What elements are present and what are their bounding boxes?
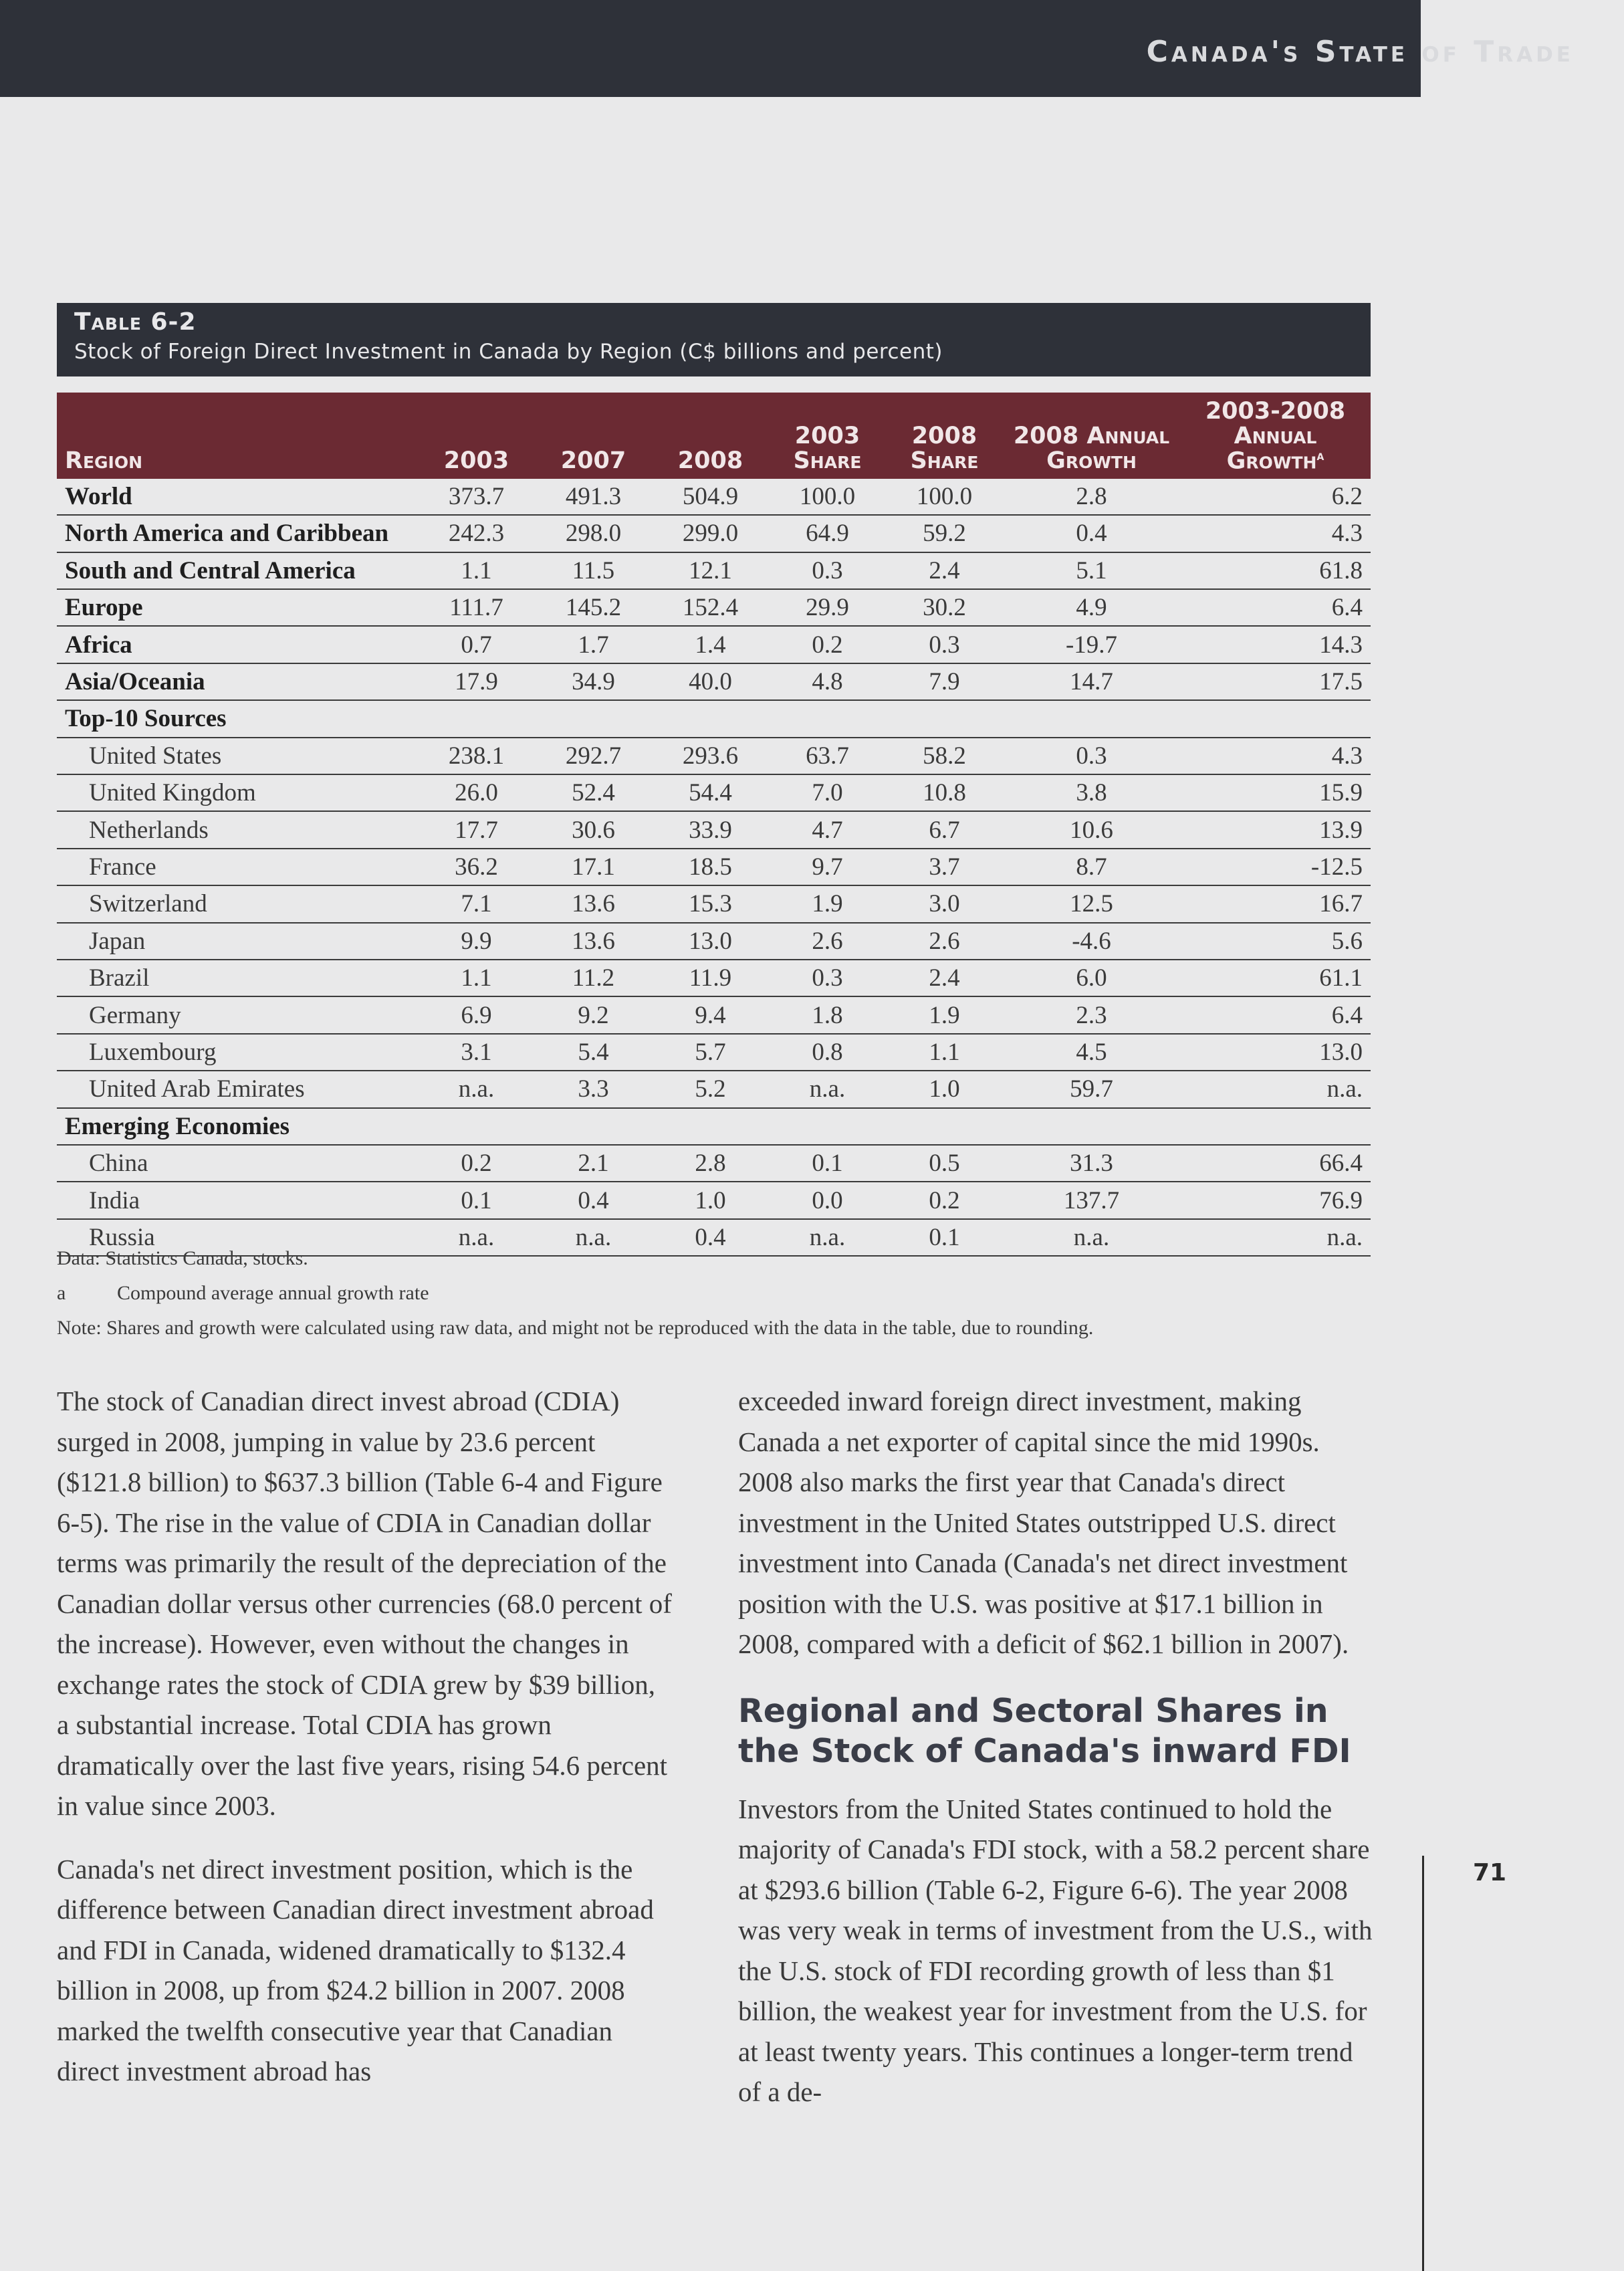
value-cell-v2008: 293.6 bbox=[652, 738, 769, 774]
value-cell-v2007: 34.9 bbox=[535, 663, 652, 700]
right-column bbox=[738, 1381, 1380, 2135]
left-column bbox=[57, 1381, 672, 2115]
value-cell-v2008: 5.2 bbox=[652, 1071, 769, 1107]
value-cell-s2003: 0.3 bbox=[769, 960, 886, 996]
value-cell-v2003: 238.1 bbox=[418, 738, 535, 774]
value-cell-v2007: 13.6 bbox=[535, 923, 652, 960]
value-cell-v2003: 242.3 bbox=[418, 515, 535, 552]
value-cell-v2007: 298.0 bbox=[535, 515, 652, 552]
value-cell-v2007: 11.5 bbox=[535, 552, 652, 589]
value-cell-v2003: 26.0 bbox=[418, 774, 535, 811]
col-header-cagr bbox=[1180, 393, 1371, 479]
table-row bbox=[57, 589, 1371, 626]
value-cell-s2008: 1.0 bbox=[886, 1071, 1003, 1107]
value-cell-cagr: 15.9 bbox=[1180, 774, 1371, 811]
table-row bbox=[57, 663, 1371, 700]
value-cell-s2003: 64.9 bbox=[769, 515, 886, 552]
table-notes bbox=[57, 1247, 1093, 1351]
value-cell-cagr: 17.5 bbox=[1180, 663, 1371, 700]
header-line: 2003-2008 bbox=[1205, 398, 1346, 425]
col-header-2008-share bbox=[886, 393, 1003, 479]
footnote bbox=[57, 1282, 1093, 1317]
value-cell-v2007: 2.1 bbox=[535, 1145, 652, 1182]
value-cell-v2008 bbox=[652, 1108, 769, 1145]
value-cell-v2008: 18.5 bbox=[652, 849, 769, 885]
region-cell: China bbox=[57, 1145, 418, 1182]
value-cell-v2003 bbox=[418, 700, 535, 737]
region-cell: Emerging Economies bbox=[57, 1108, 418, 1145]
value-cell-growth: -19.7 bbox=[1003, 626, 1180, 663]
value-cell-s2008: 2.4 bbox=[886, 960, 1003, 996]
value-cell-v2003: 111.7 bbox=[418, 589, 535, 626]
value-cell-v2007: 145.2 bbox=[535, 589, 652, 626]
fdi-table bbox=[57, 393, 1371, 1257]
col-header-2007: 2007 bbox=[560, 447, 626, 475]
value-cell-growth: 4.9 bbox=[1003, 589, 1180, 626]
value-cell-v2003: 0.2 bbox=[418, 1145, 535, 1182]
header-line: Share bbox=[793, 447, 862, 475]
col-header-annual-growth bbox=[1003, 393, 1180, 479]
col-header-region: Region bbox=[65, 447, 143, 475]
value-cell-s2008: 30.2 bbox=[886, 589, 1003, 626]
value-cell-s2008: 7.9 bbox=[886, 663, 1003, 700]
value-cell-s2008: 1.9 bbox=[886, 996, 1003, 1033]
table-row bbox=[57, 1034, 1371, 1071]
value-cell-growth: 137.7 bbox=[1003, 1182, 1180, 1218]
value-cell-cagr: 6.4 bbox=[1180, 996, 1371, 1033]
value-cell-s2003 bbox=[769, 1108, 886, 1145]
value-cell-v2003: 3.1 bbox=[418, 1034, 535, 1071]
value-cell-cagr: 5.6 bbox=[1180, 923, 1371, 960]
value-cell-v2008: 1.0 bbox=[652, 1182, 769, 1218]
value-cell-v2003: n.a. bbox=[418, 1071, 535, 1107]
region-cell: United States bbox=[57, 738, 418, 774]
value-cell-growth: 2.3 bbox=[1003, 996, 1180, 1033]
value-cell-v2008: 2.8 bbox=[652, 1145, 769, 1182]
col-header-2003: 2003 bbox=[443, 447, 509, 475]
value-cell-v2007: 9.2 bbox=[535, 996, 652, 1033]
value-cell-cagr: 6.4 bbox=[1180, 589, 1371, 626]
value-cell-v2003: 373.7 bbox=[418, 479, 535, 515]
value-cell-v2007: 3.3 bbox=[535, 1071, 652, 1107]
running-header-title: Canada's State of Trade bbox=[1146, 35, 1574, 69]
paragraph: Canada's net direct investment position, which is the difference between Canadian direct investment abroad and FDI in Canada, widened dramatically to $132.4 billion in 2008, up from $24.2 billion in 2007. 2008 marked the twelfth consecutive year that Canadian direct investment abroad has bbox=[57, 1853, 654, 2086]
value-cell-growth: 14.7 bbox=[1003, 663, 1180, 700]
table-number: Table 6-2 bbox=[74, 308, 197, 336]
value-cell-cagr: 61.1 bbox=[1180, 960, 1371, 996]
value-cell-cagr: 14.3 bbox=[1180, 626, 1371, 663]
region-cell: Top-10 Sources bbox=[57, 700, 418, 737]
value-cell-s2008: 0.3 bbox=[886, 626, 1003, 663]
value-cell-v2008: 0.4 bbox=[652, 1219, 769, 1256]
table-row bbox=[57, 1182, 1371, 1218]
table-row bbox=[57, 552, 1371, 589]
value-cell-growth: 0.3 bbox=[1003, 738, 1180, 774]
value-cell-cagr: -12.5 bbox=[1180, 849, 1371, 885]
data-source-note: Data: Statistics Canada, stocks. bbox=[57, 1247, 308, 1269]
value-cell-cagr: n.a. bbox=[1180, 1219, 1371, 1256]
value-cell-v2003 bbox=[418, 1108, 535, 1145]
col-header-2008: 2008 bbox=[677, 447, 743, 475]
table-row bbox=[57, 515, 1371, 552]
table-row bbox=[57, 774, 1371, 811]
region-cell: World bbox=[57, 479, 418, 515]
value-cell-v2008: 40.0 bbox=[652, 663, 769, 700]
value-cell-v2003: 17.9 bbox=[418, 663, 535, 700]
value-cell-v2008: 33.9 bbox=[652, 811, 769, 848]
col-header-2003-share bbox=[769, 393, 886, 479]
value-cell-v2008: 299.0 bbox=[652, 515, 769, 552]
table-header-row bbox=[57, 393, 1371, 479]
value-cell-v2008: 152.4 bbox=[652, 589, 769, 626]
region-cell: Europe bbox=[57, 589, 418, 626]
header-line: 2008 bbox=[911, 423, 977, 450]
value-cell-s2008: 58.2 bbox=[886, 738, 1003, 774]
value-cell-growth: -4.6 bbox=[1003, 923, 1180, 960]
header-line: 2003 bbox=[794, 423, 860, 450]
value-cell-v2007 bbox=[535, 1108, 652, 1145]
footnote-mark: a bbox=[57, 1282, 66, 1304]
value-cell-cagr: 4.3 bbox=[1180, 515, 1371, 552]
paragraph: exceeded inward foreign direct investment, making Canada a net exporter of capital since the mid 1990s. 2008 also marks the first year that Canada's direct investment in the United States outstripped U.S. direct investment into Canada (Canada's net direct investment position with the U.S. was positive at $17.1 billion in 2008, compared with a deficit of $62.1 billion in 2007). bbox=[738, 1386, 1349, 1659]
value-cell-growth bbox=[1003, 1108, 1180, 1145]
value-cell-v2003: 9.9 bbox=[418, 923, 535, 960]
value-cell-v2008: 13.0 bbox=[652, 923, 769, 960]
value-cell-growth: 59.7 bbox=[1003, 1071, 1180, 1107]
value-cell-v2008: 11.9 bbox=[652, 960, 769, 996]
value-cell-s2003: n.a. bbox=[769, 1071, 886, 1107]
value-cell-s2008: 0.5 bbox=[886, 1145, 1003, 1182]
region-cell: France bbox=[57, 849, 418, 885]
value-cell-growth: n.a. bbox=[1003, 1219, 1180, 1256]
value-cell-cagr: n.a. bbox=[1180, 1071, 1371, 1107]
region-cell: Germany bbox=[57, 996, 418, 1033]
table-row bbox=[57, 811, 1371, 848]
section-heading: Regional and Sectoral Shares in the Stock of Canada's inward FDI bbox=[738, 1691, 1351, 1770]
value-cell-v2007: 5.4 bbox=[535, 1034, 652, 1071]
value-cell-s2008: 1.1 bbox=[886, 1034, 1003, 1071]
value-cell-growth: 31.3 bbox=[1003, 1145, 1180, 1182]
value-cell-s2008: 10.8 bbox=[886, 774, 1003, 811]
value-cell-s2008: 0.1 bbox=[886, 1219, 1003, 1256]
value-cell-cagr bbox=[1180, 700, 1371, 737]
value-cell-v2007: 13.6 bbox=[535, 885, 652, 922]
header-line: Growth bbox=[1046, 447, 1137, 475]
value-cell-s2008: 2.4 bbox=[886, 552, 1003, 589]
value-cell-v2008: 504.9 bbox=[652, 479, 769, 515]
value-cell-s2003: 4.8 bbox=[769, 663, 886, 700]
value-cell-s2003: 1.8 bbox=[769, 996, 886, 1033]
value-cell-v2007: 491.3 bbox=[535, 479, 652, 515]
paragraph: The stock of Canadian direct invest abroad (CDIA) surged in 2008, jumping in value by 23.6 percent ($121.8 billion) to $637.3 billion (Table 6-4 and Figure 6-5). The rise in the value of CDIA in Canadian dollar terms was primarily the result of the depreciation of the Canadian dollar versus other currencies (68.0 percent of the increase). However, even without the changes in exchange rates the stock of CDIA grew by $39 billion, a substantial increase. Total CDIA has grown dramatically over the last five years, rising 54.6 percent in value since 2003. bbox=[57, 1386, 672, 1821]
value-cell-s2008: 3.7 bbox=[886, 849, 1003, 885]
table-title: Stock of Foreign Direct Investment in Canada by Region (C$ billions and percent) bbox=[74, 340, 943, 364]
value-cell-v2007: 17.1 bbox=[535, 849, 652, 885]
value-cell-v2007: 0.4 bbox=[535, 1182, 652, 1218]
value-cell-v2008: 12.1 bbox=[652, 552, 769, 589]
value-cell-v2003: 7.1 bbox=[418, 885, 535, 922]
value-cell-cagr: 6.2 bbox=[1180, 479, 1371, 515]
value-cell-s2003: 2.6 bbox=[769, 923, 886, 960]
header-line: 2008 Annual bbox=[1013, 423, 1170, 450]
rounding-note: Note: Shares and growth were calculated using raw data, and might not be reproduced with the data in the table, due to rounding. bbox=[57, 1317, 1094, 1339]
value-cell-v2008: 54.4 bbox=[652, 774, 769, 811]
table-row bbox=[57, 1071, 1371, 1107]
table-row bbox=[57, 626, 1371, 663]
header-line: Share bbox=[910, 447, 979, 475]
table-row bbox=[57, 1108, 1371, 1145]
value-cell-cagr: 61.8 bbox=[1180, 552, 1371, 589]
value-cell-v2007: 1.7 bbox=[535, 626, 652, 663]
value-cell-v2003: 0.7 bbox=[418, 626, 535, 663]
value-cell-growth: 3.8 bbox=[1003, 774, 1180, 811]
value-cell-s2003: 0.3 bbox=[769, 552, 886, 589]
value-cell-growth: 0.4 bbox=[1003, 515, 1180, 552]
table-row bbox=[57, 479, 1371, 515]
region-cell: Brazil bbox=[57, 960, 418, 996]
value-cell-v2008: 15.3 bbox=[652, 885, 769, 922]
region-cell: North America and Caribbean bbox=[57, 515, 418, 552]
value-cell-v2003: n.a. bbox=[418, 1219, 535, 1256]
region-cell: United Arab Emirates bbox=[57, 1071, 418, 1107]
value-cell-v2008 bbox=[652, 700, 769, 737]
table-row bbox=[57, 738, 1371, 774]
value-cell-growth: 10.6 bbox=[1003, 811, 1180, 848]
footnote-text: Compound average annual growth rate bbox=[117, 1282, 429, 1304]
value-cell-s2003: 100.0 bbox=[769, 479, 886, 515]
folio-rule bbox=[1422, 1856, 1424, 2271]
value-cell-growth: 5.1 bbox=[1003, 552, 1180, 589]
value-cell-v2007: n.a. bbox=[535, 1219, 652, 1256]
value-cell-s2003: 29.9 bbox=[769, 589, 886, 626]
region-cell: Asia/Oceania bbox=[57, 663, 418, 700]
value-cell-cagr: 76.9 bbox=[1180, 1182, 1371, 1218]
region-cell: Russia bbox=[57, 1219, 418, 1256]
value-cell-s2003: 0.2 bbox=[769, 626, 886, 663]
value-cell-v2003: 36.2 bbox=[418, 849, 535, 885]
table-caption bbox=[57, 303, 1371, 376]
value-cell-v2007: 30.6 bbox=[535, 811, 652, 848]
region-cell: Switzerland bbox=[57, 885, 418, 922]
region-cell: Japan bbox=[57, 923, 418, 960]
value-cell-growth bbox=[1003, 700, 1180, 737]
region-cell: South and Central America bbox=[57, 552, 418, 589]
page-number: 71 bbox=[1473, 1859, 1507, 1886]
table-row bbox=[57, 700, 1371, 737]
value-cell-v2003: 1.1 bbox=[418, 960, 535, 996]
value-cell-s2003: 0.1 bbox=[769, 1145, 886, 1182]
value-cell-v2007: 11.2 bbox=[535, 960, 652, 996]
value-cell-s2003: 63.7 bbox=[769, 738, 886, 774]
value-cell-growth: 12.5 bbox=[1003, 885, 1180, 922]
region-cell: India bbox=[57, 1182, 418, 1218]
footnote-marker: a bbox=[1316, 447, 1324, 463]
value-cell-cagr: 4.3 bbox=[1180, 738, 1371, 774]
value-cell-growth: 4.5 bbox=[1003, 1034, 1180, 1071]
value-cell-cagr: 13.9 bbox=[1180, 811, 1371, 848]
region-cell: Netherlands bbox=[57, 811, 418, 848]
value-cell-s2003: n.a. bbox=[769, 1219, 886, 1256]
value-cell-v2003: 6.9 bbox=[418, 996, 535, 1033]
value-cell-v2007: 292.7 bbox=[535, 738, 652, 774]
value-cell-s2008: 6.7 bbox=[886, 811, 1003, 848]
region-cell: Africa bbox=[57, 626, 418, 663]
table-row bbox=[57, 923, 1371, 960]
value-cell-s2003: 0.8 bbox=[769, 1034, 886, 1071]
value-cell-s2008 bbox=[886, 1108, 1003, 1145]
value-cell-cagr: 66.4 bbox=[1180, 1145, 1371, 1182]
value-cell-v2008: 9.4 bbox=[652, 996, 769, 1033]
value-cell-v2003: 17.7 bbox=[418, 811, 535, 848]
value-cell-s2003: 0.0 bbox=[769, 1182, 886, 1218]
value-cell-growth: 6.0 bbox=[1003, 960, 1180, 996]
table-row bbox=[57, 1145, 1371, 1182]
value-cell-s2003: 9.7 bbox=[769, 849, 886, 885]
value-cell-s2008: 100.0 bbox=[886, 479, 1003, 515]
table-body bbox=[57, 479, 1371, 1256]
value-cell-s2008: 0.2 bbox=[886, 1182, 1003, 1218]
header-line: Annual Growth bbox=[1226, 422, 1317, 475]
value-cell-v2007 bbox=[535, 700, 652, 737]
paragraph: Investors from the United States continued to hold the majority of Canada's FDI stock, with a 58.2 percent share at $293.6 billion (Table 6-2, Figure 6-6). The year 2008 was very weak in terms of investment from the U.S., with the U.S. stock of FDI recording growth of less than $1 billion, the weakest year for investment from the U.S. for at least twenty years. This continues a longer-term trend of a de- bbox=[738, 1793, 1373, 2107]
value-cell-s2003 bbox=[769, 700, 886, 737]
value-cell-growth: 8.7 bbox=[1003, 849, 1180, 885]
value-cell-v2003: 0.1 bbox=[418, 1182, 535, 1218]
region-cell: United Kingdom bbox=[57, 774, 418, 811]
table-row bbox=[57, 960, 1371, 996]
table-row bbox=[57, 849, 1371, 885]
value-cell-cagr: 16.7 bbox=[1180, 885, 1371, 922]
value-cell-growth: 2.8 bbox=[1003, 479, 1180, 515]
table-row bbox=[57, 996, 1371, 1033]
value-cell-cagr bbox=[1180, 1108, 1371, 1145]
value-cell-s2008: 3.0 bbox=[886, 885, 1003, 922]
region-cell: Luxembourg bbox=[57, 1034, 418, 1071]
value-cell-s2008: 2.6 bbox=[886, 923, 1003, 960]
value-cell-s2003: 7.0 bbox=[769, 774, 886, 811]
value-cell-v2008: 1.4 bbox=[652, 626, 769, 663]
value-cell-v2007: 52.4 bbox=[535, 774, 652, 811]
value-cell-s2008 bbox=[886, 700, 1003, 737]
value-cell-s2008: 59.2 bbox=[886, 515, 1003, 552]
value-cell-v2003: 1.1 bbox=[418, 552, 535, 589]
value-cell-v2008: 5.7 bbox=[652, 1034, 769, 1071]
table-row bbox=[57, 885, 1371, 922]
value-cell-s2003: 4.7 bbox=[769, 811, 886, 848]
value-cell-cagr: 13.0 bbox=[1180, 1034, 1371, 1071]
value-cell-s2003: 1.9 bbox=[769, 885, 886, 922]
